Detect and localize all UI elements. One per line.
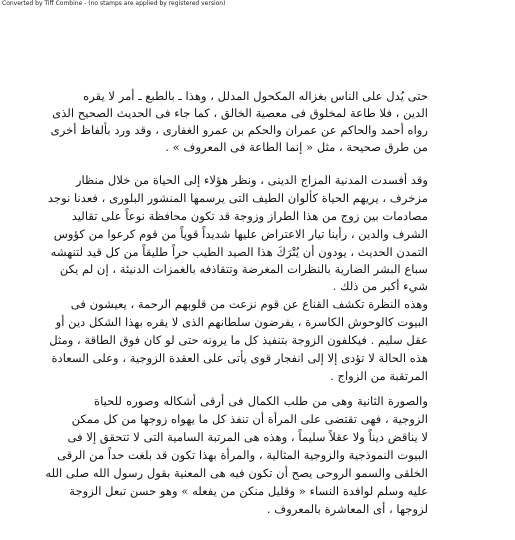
paragraph-4-line-7: لزوجها ، أى المعاشرة بالمعروف . <box>266 502 428 516</box>
paragraph-2-line-1: وقد أفسدت المدنية المزاج الدينى ، ونظر هؤلاء إلى الحياة من خلال منظار <box>75 173 428 187</box>
paragraph-1-line-3: رواه أحمد والحاكم عن عمران والحكم بن عمرو الغفارى ، وقد ورد بألفاظ أخرى <box>50 123 428 137</box>
paragraph-3-line-4: هذه الحالة لا تؤدى إلا إلى انفجار قوى يأتى على العقدة الزوجية ، وعلى السعادة <box>51 351 428 365</box>
paragraph-2-line-4: الشرف والدين ، رأينا تيار الاعتراض عليها شديداً قوياً من قوم كرعوا من كؤوس <box>53 227 428 241</box>
paragraph-3-line-3: عقل سليم . فيكلفون الزوجة بتنفيذ كل ما يرونه حتى لو كان فوق الطاقة ، ومثل <box>49 333 428 347</box>
paragraph-2-line-6: سباع البشر الضارية بالنظرات المغرضة وتتقاذفه بالغمزات الدنيئة ، إن لم يكن <box>59 262 428 276</box>
paragraph-1-line-4: من طرق صحيحة ، مثل « إنما الطاعة فى المعروف » . <box>165 140 428 154</box>
paragraph-2-line-5: التمدن الحديث ، يودون أن يُتْرَكَ هذا الصيد الطيب حراً طليقاً من كل قيد لتنهشه <box>50 245 428 259</box>
paragraph-4-line-5: الخلقى والسمو الروحى يصح أن تكون فيه هى المعنية بقول رسول الله صلى الله <box>45 466 428 480</box>
paragraph-3-line-1: وهذه النظرة تكشف القناع عن قوم نزعت من قلوبهم الرحمة ، يعيشون فى <box>70 297 428 311</box>
header-banner-text: Converted by Tiff Combine - (no stamps are applied by registered version) <box>2 0 226 7</box>
paragraph-4-line-1: والصورة الثانية وهى من طلب الكمال فى أرقى أشكاله وصوره للحياة <box>94 394 428 408</box>
paragraph-4-line-4: البيوت النموذجية والزوجية المثالية ، والمرأة بهذا تكون قد بلغت حداً من الرقى <box>57 448 428 462</box>
paragraph-3-line-2: البيوت كالوحوش الكاسرة ، يفرضون سلطانهم الذى لا يقره بهذا الشكل دين أو <box>55 315 428 329</box>
paragraph-1-line-1: حتى يُدل على الناس بغزاله المكحول المدلل ، وهذا ـ بالطبع ـ أمر لا يقره <box>83 89 428 103</box>
paragraph-4-line-3: لا يناقض ديناً ولا عقلاً سليماً ، وهذه هى المرتبة السامية التى لا تتحقق إلا فى <box>67 430 428 444</box>
paragraph-2-line-7: شيء أكبر من ذلك . <box>332 279 428 293</box>
paragraph-3-line-5: المرتقبة من الزواج . <box>330 369 428 383</box>
paragraph-2-line-3: مصادمات بين زوج من هذا الطراز وزوجة قد تكون محافظة نوعاً على تقاليد <box>71 209 428 223</box>
paragraph-1-line-2: الدين ، فلا طاعة لمخلوق فى معصية الخالق ، كما جاء فى الحديث الصحيح الذى <box>52 106 428 120</box>
paragraph-4-line-2: الزوجية ، فهى تقتضى على المرأة أن تنفذ كل ما يهواه زوجها من كل ممكن <box>71 412 428 426</box>
paragraph-4-line-6: عليه وسلم لوافدة النساء « وقليل منكن من يفعله » وهو حسن تبعل الزوجة <box>69 484 428 498</box>
paragraph-2-line-2: مزخرف ، يريهم الحياة كألوان الطيف التى يرسمها المنشور البلورى ، فعدنا نوجد <box>47 191 428 205</box>
